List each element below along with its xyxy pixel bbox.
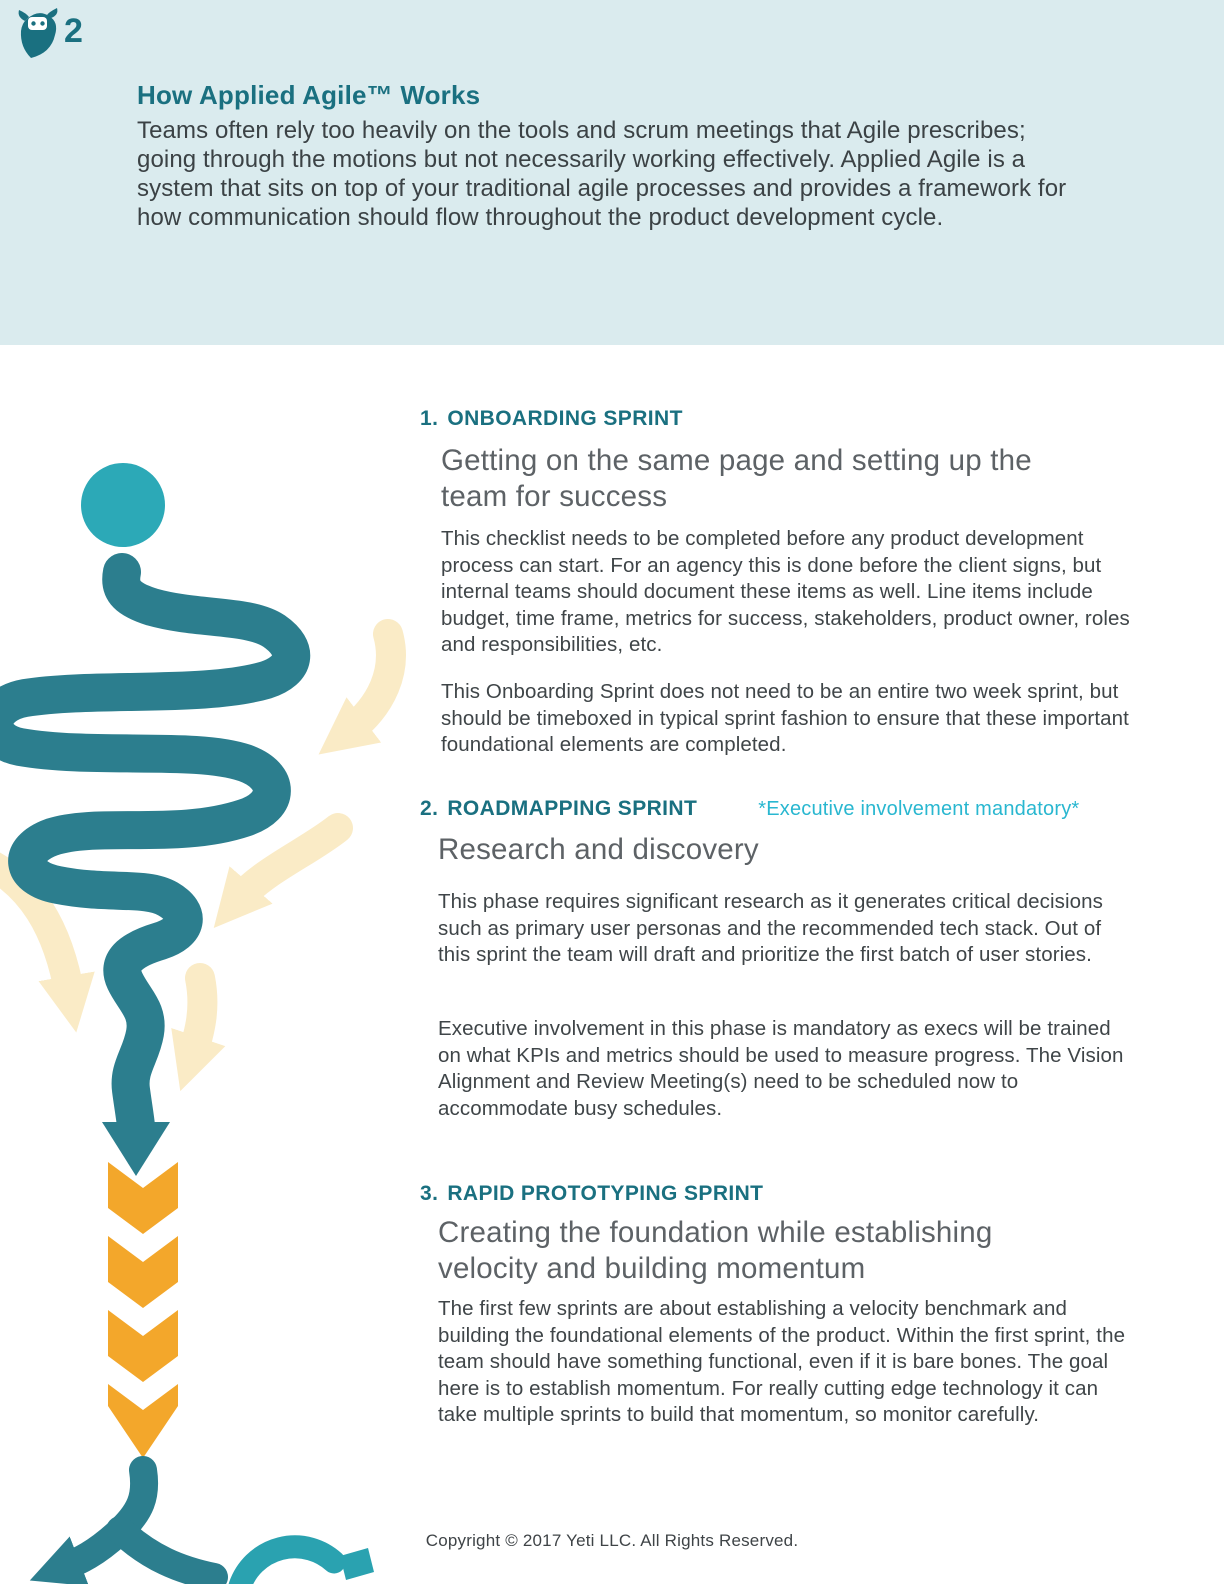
winding-path	[0, 572, 291, 1126]
section-1-label: ONBOARDING SPRINT	[447, 407, 683, 430]
page-title: How Applied Agile™ Works	[137, 80, 481, 110]
start-node	[81, 463, 165, 547]
cream-arrow-top-right	[348, 634, 391, 732]
section-2-label: ROADMAPPING SPRINT	[447, 797, 698, 820]
section-2-annotation: *Executive involvement mandatory*	[758, 798, 1080, 820]
applied-agile-flow-diagram	[0, 0, 410, 1584]
section-2-subheading: Research and discovery	[438, 833, 759, 866]
loop-arrow	[240, 1547, 374, 1584]
page-number: 2	[64, 12, 83, 50]
copyright-notice: Copyright © 2017 Yeti LLC. All Rights Reserved.	[425, 1531, 799, 1550]
section-1-paragraph: This Onboarding Sprint does not need to be an entire two week sprint, but should be timeboxed in typical sprint fashion to ensure that these important foundational elements are completed.	[441, 680, 1129, 756]
section-1-number: 1.	[420, 407, 439, 430]
section-2-paragraph: Executive involvement in this phase is mandatory as execs will be trained on what KPIs and metrics should be used to measure progress. The Vision Alignment and Review Meeting(s) need to be scheduled now to accommodate busy schedules.	[438, 1017, 1124, 1120]
chevron-arrow	[108, 1162, 178, 1458]
section-3-paragraph: The first few sprints are about establishing a velocity benchmark and building the foundational elements of the product. Within the first sprint, the team should have something functional, even if it is bare bones. The goal here is to establish momentum. For really cutting edge technology it can take multiple sprints to build that momentum, so monitor carefully.	[438, 1297, 1126, 1426]
section-2-paragraph: This phase requires significant research as it generates critical decisions such as primary user personas and the recommended tech stack. Out of this sprint the team will draft and prioritize the first batch of user stories.	[438, 890, 1103, 966]
section-3-label: RAPID PROTOTYPING SPRINT	[447, 1182, 764, 1205]
section-3-heading	[420, 1182, 763, 1206]
section-2-number: 2.	[420, 797, 439, 820]
intro-paragraph: Teams often rely too heavily on the tools and scrum meetings that Agile prescribes; going through the motions but not necessarily working effectively. Applied Agile is a system that sits on top of your traditional agile processes and provides a framework for how communication should flow throughout the product development cycle.	[137, 117, 1067, 231]
section-3-subheading: Creating the foundation while establishing velocity and building momentum	[438, 1216, 993, 1285]
cream-arrow-center	[192, 978, 202, 1056]
section-1-heading	[420, 407, 683, 431]
cream-arrow-mid-right	[238, 828, 338, 900]
section-1-paragraph: This checklist needs to be completed before any product development process can start. For an agency this is done before the client signs, but internal teams should document these items as well. Line items include budget, time frame, metrics for success, stakeholders, product owner, roles and responsibilities, etc.	[441, 527, 1130, 656]
section-1-subheading: Getting on the same page and setting up the team for success	[441, 444, 1032, 513]
section-3-number: 3.	[420, 1182, 439, 1205]
branch-arrow	[62, 1470, 214, 1577]
section-2-heading	[420, 797, 1079, 821]
